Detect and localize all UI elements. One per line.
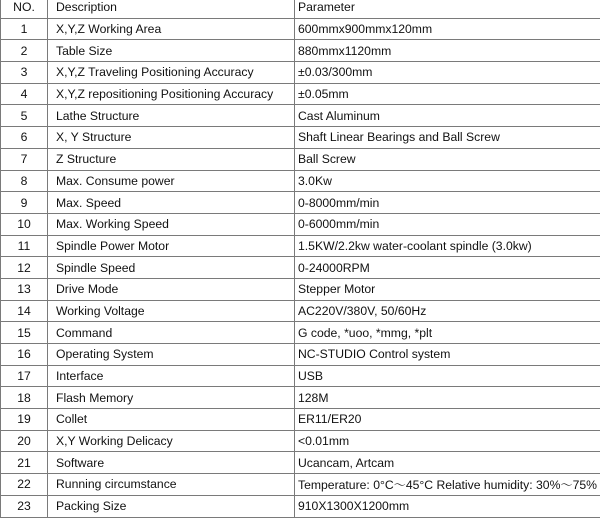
cell-no: 7: [1, 148, 48, 170]
cell-parameter: 0-8000mm/min: [295, 192, 600, 214]
table-row: [1, 40, 600, 62]
cell-no: 16: [1, 344, 48, 366]
cell-parameter: 0-6000mm/min: [295, 213, 600, 235]
cell-no: 21: [1, 452, 48, 474]
cell-description: Spindle Speed: [48, 257, 295, 279]
cell-description: Command: [48, 322, 295, 344]
cell-no: 13: [1, 278, 48, 300]
cell-parameter: Ball Screw: [295, 148, 600, 170]
cell-no: 6: [1, 127, 48, 149]
cell-description: Z Structure: [48, 148, 295, 170]
cell-parameter: 1.5KW/2.2kw water-coolant spindle (3.0kw): [295, 235, 600, 257]
table-row: [1, 170, 600, 192]
cell-parameter: 600mmx900mmx120mm: [295, 18, 600, 40]
cell-parameter: 128M: [295, 387, 600, 409]
cell-description: Collet: [48, 409, 295, 431]
table-row: [1, 105, 600, 127]
cell-parameter: Cast Aluminum: [295, 105, 600, 127]
table-row: [1, 344, 600, 366]
cell-no: 14: [1, 300, 48, 322]
cell-no: 9: [1, 192, 48, 214]
table-header-row: [1, 0, 600, 18]
cell-parameter: 910X1300X1200mm: [295, 495, 600, 517]
cell-description: Max. Speed: [48, 192, 295, 214]
cell-no: 12: [1, 257, 48, 279]
cell-parameter: ±0.05mm: [295, 83, 600, 105]
cell-no: 1: [1, 18, 48, 40]
cell-description: Max. Working Speed: [48, 213, 295, 235]
cell-description: X,Y,Z repositioning Positioning Accuracy: [48, 83, 295, 105]
cell-description: X,Y Working Delicacy: [48, 430, 295, 452]
cell-parameter: 880mmx1120mm: [295, 40, 600, 62]
table-row: [1, 452, 600, 474]
table-row: [1, 148, 600, 170]
cell-description: Interface: [48, 365, 295, 387]
cell-description: Table Size: [48, 40, 295, 62]
cell-parameter: 3.0Kw: [295, 170, 600, 192]
table-row: [1, 430, 600, 452]
cell-no: 23: [1, 495, 48, 517]
table-row: [1, 278, 600, 300]
cell-parameter: Ucancam, Artcam: [295, 452, 600, 474]
cell-no: 22: [1, 474, 48, 496]
cell-parameter: Shaft Linear Bearings and Ball Screw: [295, 127, 600, 149]
table-row: [1, 474, 600, 496]
cell-no: 15: [1, 322, 48, 344]
cell-parameter: ER11/ER20: [295, 409, 600, 431]
cell-description: Running circumstance: [48, 474, 295, 496]
cell-description: X, Y Structure: [48, 127, 295, 149]
cell-no: 2: [1, 40, 48, 62]
cell-no: 8: [1, 170, 48, 192]
header-no: NO.: [1, 0, 48, 18]
header-parameter: Parameter: [295, 0, 600, 18]
cell-no: 3: [1, 62, 48, 84]
cell-no: 17: [1, 365, 48, 387]
table-row: [1, 300, 600, 322]
cell-parameter: 0-24000RPM: [295, 257, 600, 279]
cell-parameter: G code, *uoo, *mmg, *plt: [295, 322, 600, 344]
cell-no: 11: [1, 235, 48, 257]
table-row: [1, 127, 600, 149]
table-row: [1, 387, 600, 409]
cell-description: Max. Consume power: [48, 170, 295, 192]
cell-description: Flash Memory: [48, 387, 295, 409]
cell-no: 10: [1, 213, 48, 235]
cell-description: Software: [48, 452, 295, 474]
cell-parameter: <0.01mm: [295, 430, 600, 452]
table-row: [1, 365, 600, 387]
table-row: [1, 83, 600, 105]
cell-parameter: Temperature: 0°C～45°C Relative humidity: 30%～75%: [295, 474, 600, 496]
cell-parameter: USB: [295, 365, 600, 387]
cell-description: Lathe Structure: [48, 105, 295, 127]
cell-description: Operating System: [48, 344, 295, 366]
cell-description: Working Voltage: [48, 300, 295, 322]
cell-no: 20: [1, 430, 48, 452]
cell-description: Drive Mode: [48, 278, 295, 300]
table-row: [1, 192, 600, 214]
cell-no: 18: [1, 387, 48, 409]
table-row: [1, 322, 600, 344]
cell-description: X,Y,Z Traveling Positioning Accuracy: [48, 62, 295, 84]
cell-no: 5: [1, 105, 48, 127]
cell-parameter: Stepper Motor: [295, 278, 600, 300]
cell-description: Spindle Power Motor: [48, 235, 295, 257]
table-row: [1, 257, 600, 279]
cell-description: X,Y,Z Working Area: [48, 18, 295, 40]
cell-parameter: NC-STUDIO Control system: [295, 344, 600, 366]
cell-no: 4: [1, 83, 48, 105]
table-row: [1, 213, 600, 235]
table-row: [1, 235, 600, 257]
cell-description: Packing Size: [48, 495, 295, 517]
table-row: [1, 62, 600, 84]
cell-parameter: ±0.03/300mm: [295, 62, 600, 84]
header-description: Description: [48, 0, 295, 18]
table-row: [1, 18, 600, 40]
cell-parameter: AC220V/380V, 50/60Hz: [295, 300, 600, 322]
cell-no: 19: [1, 409, 48, 431]
table-row: [1, 409, 600, 431]
